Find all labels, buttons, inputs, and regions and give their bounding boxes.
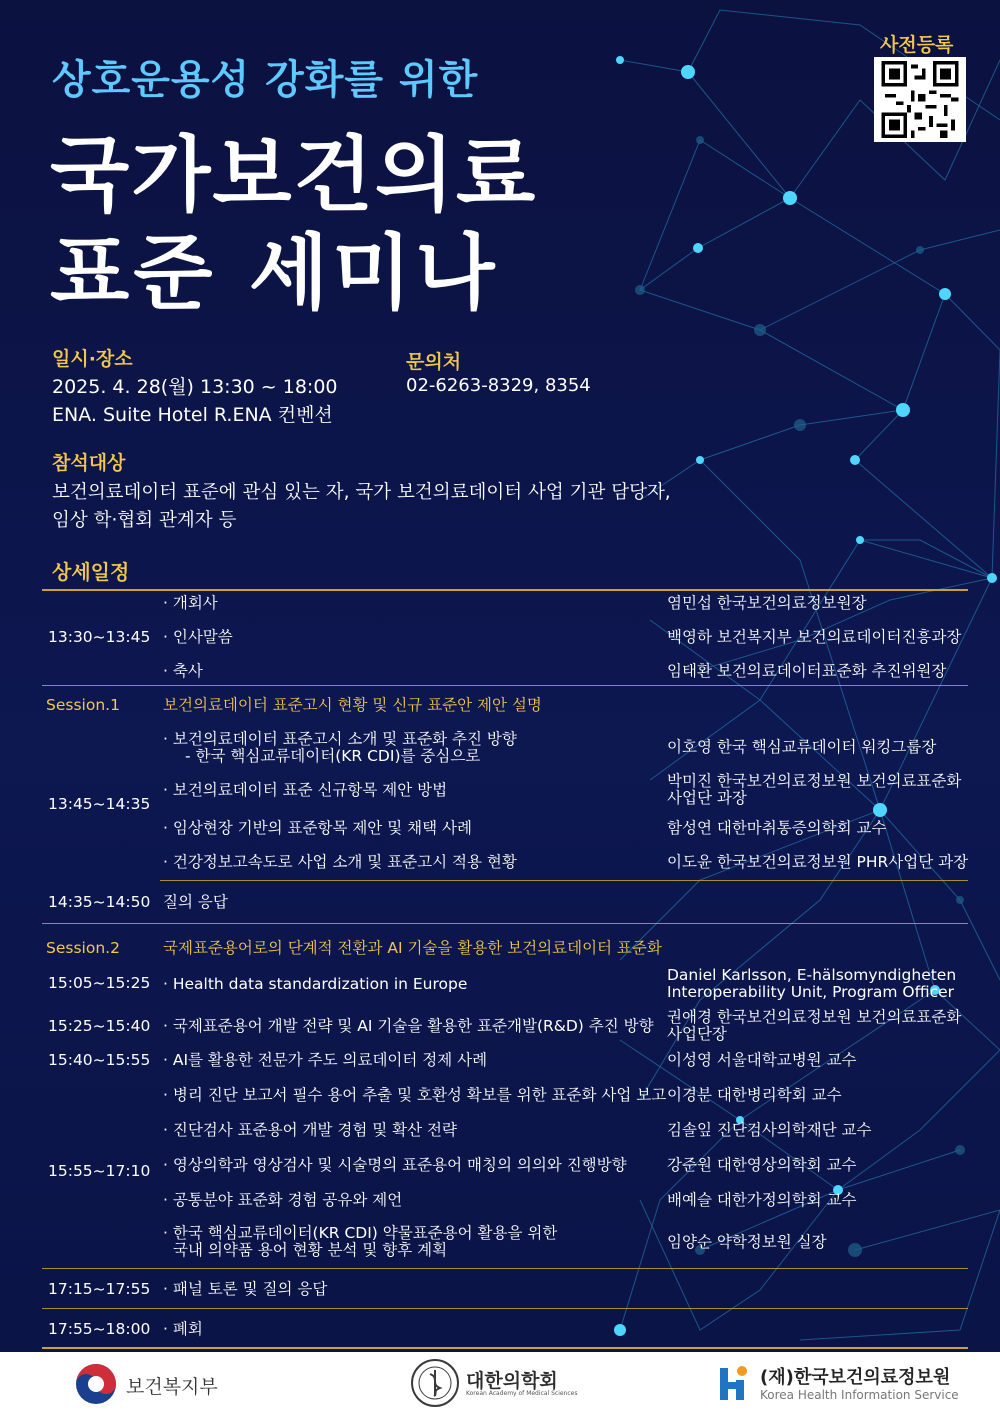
schedule-item-speaker: 이도윤 한국보건의료정보원 PHR사업단 과장 xyxy=(667,853,969,871)
schedule-item-title: · 보건의료데이터 표준 신규항목 제안 방법 xyxy=(163,781,448,799)
time-cell: 15:40~15:55 xyxy=(48,1051,151,1069)
schedule-item-speaker: 이성영 서울대학교병원 교수 xyxy=(667,1051,857,1069)
schedule-item-title: · 폐회 xyxy=(163,1320,203,1338)
schedule-item-title: · AI를 활용한 전문가 주도 의료데이터 정제 사례 xyxy=(163,1051,488,1069)
row-divider xyxy=(42,1308,968,1309)
schedule-item-speaker: 이호영 한국 핵심교류데이터 워킹그룹장 xyxy=(667,738,937,756)
contact-label: 문의처 xyxy=(406,351,462,373)
schedule-item-speaker: 권애경 한국보건의료정보원 보건의료표준화 xyxy=(667,1008,962,1026)
schedule-item-speaker-cont: 사업단장 xyxy=(667,1025,727,1043)
org-kams-name: 대한의학회 xyxy=(466,1370,558,1392)
schedule-item-title: · 병리 진단 보고서 필수 용어 추출 및 호환성 확보를 위한 표준화 사업 보고 xyxy=(163,1086,667,1104)
schedule-item-title: · 패널 토론 및 질의 응답 xyxy=(163,1280,328,1298)
schedule-item-title: · 축사 xyxy=(163,662,203,680)
registration-qr-code[interactable] xyxy=(874,57,966,142)
audience-line2: 임상 학·협회 관계자 등 xyxy=(52,510,237,531)
audience-line1: 보건의료데이터 표준에 관심 있는 자, 국가 보건의료데이터 사업 기관 담당자, xyxy=(52,482,671,503)
taegeuk-logo-icon xyxy=(74,1362,118,1406)
org-kams-english: Korean Academy of Medical Sciences xyxy=(466,1390,578,1397)
schedule-heading: 상세일정 xyxy=(52,560,130,584)
schedule-item-speaker-cont: Interoperability Unit, Program Officer xyxy=(667,983,955,1001)
org-khis-english: Korea Health Information Service xyxy=(760,1388,959,1402)
seminar-subtitle: 상호운용성 강화를 위한 xyxy=(52,57,479,103)
schedule-item-title: · 보건의료데이터 표준고시 소개 및 표준화 추진 방향 xyxy=(163,730,517,748)
time-cell: 15:25~15:40 xyxy=(48,1017,151,1035)
schedule-bottom-rule xyxy=(42,1347,968,1349)
schedule-item-speaker: 이경분 대한병리학회 교수 xyxy=(667,1086,842,1104)
schedule-item-title: · 공통분야 표준화 경험 공유와 제언 xyxy=(163,1191,403,1209)
schedule-item-subtitle: - 한국 핵심교류데이터(KR CDI)를 중심으로 xyxy=(185,747,481,765)
footer xyxy=(0,1352,1000,1413)
audience-label: 참석대상 xyxy=(52,452,126,474)
row-divider xyxy=(42,1268,968,1269)
schedule-item-speaker: 김솔잎 진단검사의학재단 교수 xyxy=(667,1121,872,1139)
datetime-label: 일시·장소 xyxy=(52,348,133,370)
schedule-item-title: · Health data standardization in Europe xyxy=(163,975,468,993)
session1-title: 보건의료데이터 표준고시 현황 및 신규 표준안 제안 설명 xyxy=(163,696,542,714)
schedule-item-title: · 건강정보고속도로 사업 소개 및 표준고시 적용 현황 xyxy=(163,853,517,871)
schedule-top-rule xyxy=(42,589,968,591)
khis-logo-icon xyxy=(720,1364,754,1402)
org-khis-name: (재)한국보건의료정보원 xyxy=(760,1367,951,1388)
schedule-item-title: · 진단검사 표준용어 개발 경험 및 확산 전략 xyxy=(163,1121,457,1139)
row-divider xyxy=(42,923,968,924)
schedule-item-title: · 임상현장 기반의 표준항목 제안 및 채택 사례 xyxy=(163,819,472,837)
event-datetime: 2025. 4. 28(월) 13:30 ~ 18:00 xyxy=(52,376,338,398)
schedule-item-speaker: Daniel Karlsson, E-hälsomyndigheten xyxy=(667,966,957,984)
time-cell: 13:30~13:45 xyxy=(48,628,151,646)
session2-title: 국제표준용어로의 단계적 전환과 AI 기술을 활용한 보건의료데이터 표준화 xyxy=(163,939,662,957)
qr-code-icon xyxy=(878,61,962,138)
schedule-item-subtitle: 국내 의약품 용어 현황 분석 및 향후 계획 xyxy=(173,1241,448,1259)
schedule-item-speaker: 염민섭 한국보건의료정보원장 xyxy=(667,594,867,612)
schedule-item-speaker: 임태환 보건의료데이터표준화 추진위원장 xyxy=(667,662,947,680)
time-cell: 14:35~14:50 xyxy=(48,893,151,911)
schedule-item-title: 질의 응답 xyxy=(163,893,228,911)
schedule-item-title: · 국제표준용어 개발 전략 및 AI 기술을 활용한 표준개발(R&D) 추진 방향 xyxy=(163,1017,654,1035)
schedule-item-speaker: 임양순 약학정보원 실장 xyxy=(667,1233,827,1251)
time-cell: 15:55~17:10 xyxy=(48,1162,151,1180)
schedule-item-speaker: 강준원 대한영상의학회 교수 xyxy=(667,1156,857,1174)
schedule-item-title: · 한국 핵심교류데이터(KR CDI) 약물표준용어 활용을 위한 xyxy=(163,1224,558,1242)
schedule-item-speaker: 박미진 한국보건의료정보원 보건의료표준화 xyxy=(667,772,962,790)
time-cell: 17:55~18:00 xyxy=(48,1320,151,1338)
schedule-item-speaker: 백영하 보건복지부 보건의료데이터진흥과장 xyxy=(667,628,962,646)
schedule-item-title: · 개회사 xyxy=(163,594,218,612)
org-mohw-name: 보건복지부 xyxy=(126,1376,218,1398)
time-cell: 15:05~15:25 xyxy=(48,974,151,992)
seminar-title-line1: 국가보건의료 xyxy=(50,128,538,223)
kams-seal-icon xyxy=(410,1358,460,1408)
row-divider xyxy=(42,685,968,686)
seminar-title-line2: 표준 세미나 xyxy=(50,226,499,321)
time-cell: 13:45~14:35 xyxy=(48,795,151,813)
event-venue: ENA. Suite Hotel R.ENA 컨벤션 xyxy=(52,404,333,426)
schedule-item-title: · 인사말씀 xyxy=(163,628,233,646)
schedule-item-speaker-cont: 사업단 과장 xyxy=(667,789,747,807)
session2-label: Session.2 xyxy=(46,939,120,957)
time-cell: 17:15~17:55 xyxy=(48,1280,151,1298)
schedule-item-title: · 영상의학과 영상검사 및 시술명의 표준용어 매칭의 의의와 진행방향 xyxy=(163,1156,627,1174)
schedule-item-speaker: 배예슬 대한가정의학회 교수 xyxy=(667,1191,857,1209)
row-divider xyxy=(160,880,968,881)
session1-label: Session.1 xyxy=(46,696,120,714)
schedule-item-speaker: 함성연 대한마취통증의학회 교수 xyxy=(667,819,887,837)
contact-phone: 02-6263-8329, 8354 xyxy=(406,375,591,396)
registration-label: 사전등록 xyxy=(880,34,954,56)
